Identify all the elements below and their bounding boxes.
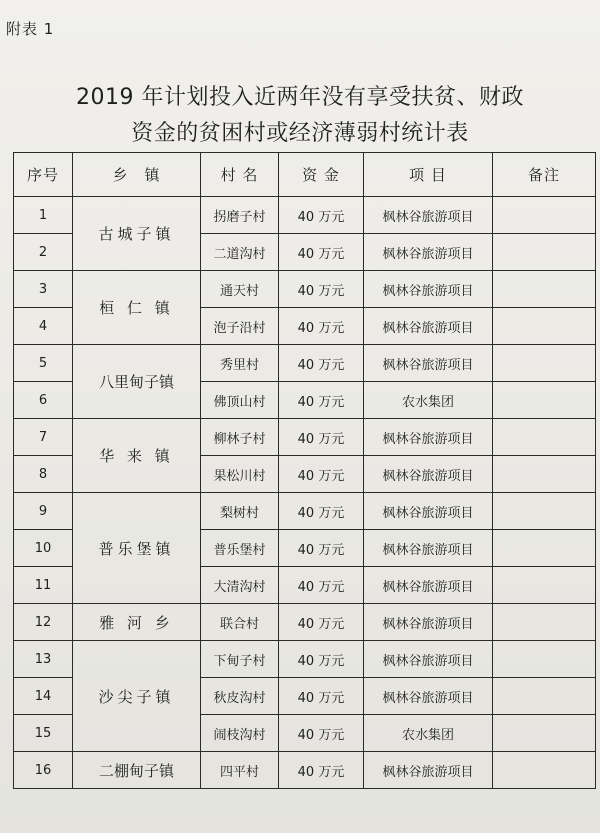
project-cell: 农水集团 <box>364 715 493 752</box>
header-seq: 序号 <box>14 153 73 197</box>
remarks-cell <box>493 419 596 456</box>
seq-cell: 10 <box>14 530 73 567</box>
village-funds-table <box>13 152 596 789</box>
seq-cell: 13 <box>14 641 73 678</box>
seq-cell: 1 <box>14 197 73 234</box>
town-cell: 普乐堡镇 <box>73 493 201 604</box>
seq-cell: 7 <box>14 419 73 456</box>
project-cell: 枫林谷旅游项目 <box>364 308 493 345</box>
remarks-cell <box>493 641 596 678</box>
funds-cell: 40 万元 <box>279 530 364 567</box>
seq-cell: 3 <box>14 271 73 308</box>
seq-cell: 12 <box>14 604 73 641</box>
funds-cell: 40 万元 <box>279 493 364 530</box>
seq-cell: 14 <box>14 678 73 715</box>
table-row <box>14 345 596 382</box>
seq-cell: 16 <box>14 752 73 789</box>
village-cell: 大清沟村 <box>201 567 279 604</box>
town-cell: 八里甸子镇 <box>73 345 201 419</box>
town-cell: 桓 仁 镇 <box>73 271 201 345</box>
funds-cell: 40 万元 <box>279 308 364 345</box>
remarks-cell <box>493 715 596 752</box>
remarks-cell <box>493 382 596 419</box>
page-title-line-2: 资金的贫困村或经济薄弱村统计表 <box>131 121 469 146</box>
seq-cell: 6 <box>14 382 73 419</box>
funds-cell: 40 万元 <box>279 715 364 752</box>
project-cell: 枫林谷旅游项目 <box>364 752 493 789</box>
remarks-cell <box>493 197 596 234</box>
village-cell: 拐磨子村 <box>201 197 279 234</box>
table-row <box>14 197 596 234</box>
funds-cell: 40 万元 <box>279 567 364 604</box>
funds-cell: 40 万元 <box>279 382 364 419</box>
table-header-row <box>14 153 596 197</box>
town-cell: 沙尖子镇 <box>73 641 201 752</box>
remarks-cell <box>493 456 596 493</box>
remarks-cell <box>493 567 596 604</box>
village-cell: 秀里村 <box>201 345 279 382</box>
remarks-cell <box>493 752 596 789</box>
project-cell: 农水集团 <box>364 382 493 419</box>
table-row <box>14 419 596 456</box>
town-cell: 二棚甸子镇 <box>73 752 201 789</box>
village-cell: 下甸子村 <box>201 641 279 678</box>
village-cell: 果松川村 <box>201 456 279 493</box>
village-cell: 柳林子村 <box>201 419 279 456</box>
funds-cell: 40 万元 <box>279 197 364 234</box>
remarks-cell <box>493 678 596 715</box>
village-cell: 四平村 <box>201 752 279 789</box>
funds-cell: 40 万元 <box>279 752 364 789</box>
village-cell: 佛顶山村 <box>201 382 279 419</box>
remarks-cell <box>493 604 596 641</box>
village-cell: 闹枝沟村 <box>201 715 279 752</box>
remarks-cell <box>493 308 596 345</box>
project-cell: 枫林谷旅游项目 <box>364 567 493 604</box>
table-row <box>14 641 596 678</box>
remarks-cell <box>493 493 596 530</box>
table-row <box>14 752 596 789</box>
table-row <box>14 493 596 530</box>
village-cell: 梨树村 <box>201 493 279 530</box>
project-cell: 枫林谷旅游项目 <box>364 234 493 271</box>
project-cell: 枫林谷旅游项目 <box>364 641 493 678</box>
project-cell: 枫林谷旅游项目 <box>364 678 493 715</box>
village-cell: 泡子沿村 <box>201 308 279 345</box>
remarks-cell <box>493 271 596 308</box>
funds-cell: 40 万元 <box>279 345 364 382</box>
seq-cell: 2 <box>14 234 73 271</box>
header-project: 项 目 <box>364 153 493 197</box>
seq-cell: 9 <box>14 493 73 530</box>
village-cell: 秋皮沟村 <box>201 678 279 715</box>
town-cell: 华 来 镇 <box>73 419 201 493</box>
project-cell: 枫林谷旅游项目 <box>364 604 493 641</box>
project-cell: 枫林谷旅游项目 <box>364 419 493 456</box>
funds-cell: 40 万元 <box>279 419 364 456</box>
seq-cell: 8 <box>14 456 73 493</box>
seq-cell: 15 <box>14 715 73 752</box>
funds-cell: 40 万元 <box>279 678 364 715</box>
remarks-cell <box>493 234 596 271</box>
header-village: 村 名 <box>201 153 279 197</box>
funds-cell: 40 万元 <box>279 271 364 308</box>
project-cell: 枫林谷旅游项目 <box>364 271 493 308</box>
header-remarks: 备注 <box>493 153 596 197</box>
funds-cell: 40 万元 <box>279 234 364 271</box>
project-cell: 枫林谷旅游项目 <box>364 456 493 493</box>
remarks-cell <box>493 345 596 382</box>
town-cell: 古城子镇 <box>73 197 201 271</box>
town-cell: 雅 河 乡 <box>73 604 201 641</box>
village-cell: 联合村 <box>201 604 279 641</box>
header-funds: 资 金 <box>279 153 364 197</box>
project-cell: 枫林谷旅游项目 <box>364 493 493 530</box>
seq-cell: 5 <box>14 345 73 382</box>
seq-cell: 4 <box>14 308 73 345</box>
funds-cell: 40 万元 <box>279 641 364 678</box>
seq-cell: 11 <box>14 567 73 604</box>
funds-cell: 40 万元 <box>279 456 364 493</box>
annex-label: 附表 1 <box>6 20 55 38</box>
header-town: 乡 镇 <box>73 153 201 197</box>
village-cell: 普乐堡村 <box>201 530 279 567</box>
village-cell: 通天村 <box>201 271 279 308</box>
remarks-cell <box>493 530 596 567</box>
funds-cell: 40 万元 <box>279 604 364 641</box>
project-cell: 枫林谷旅游项目 <box>364 345 493 382</box>
table-row <box>14 271 596 308</box>
project-cell: 枫林谷旅游项目 <box>364 197 493 234</box>
page-title-line-1: 2019 年计划投入近两年没有享受扶贫、财政 <box>76 85 524 110</box>
project-cell: 枫林谷旅游项目 <box>364 530 493 567</box>
table-row <box>14 604 596 641</box>
village-cell: 二道沟村 <box>201 234 279 271</box>
